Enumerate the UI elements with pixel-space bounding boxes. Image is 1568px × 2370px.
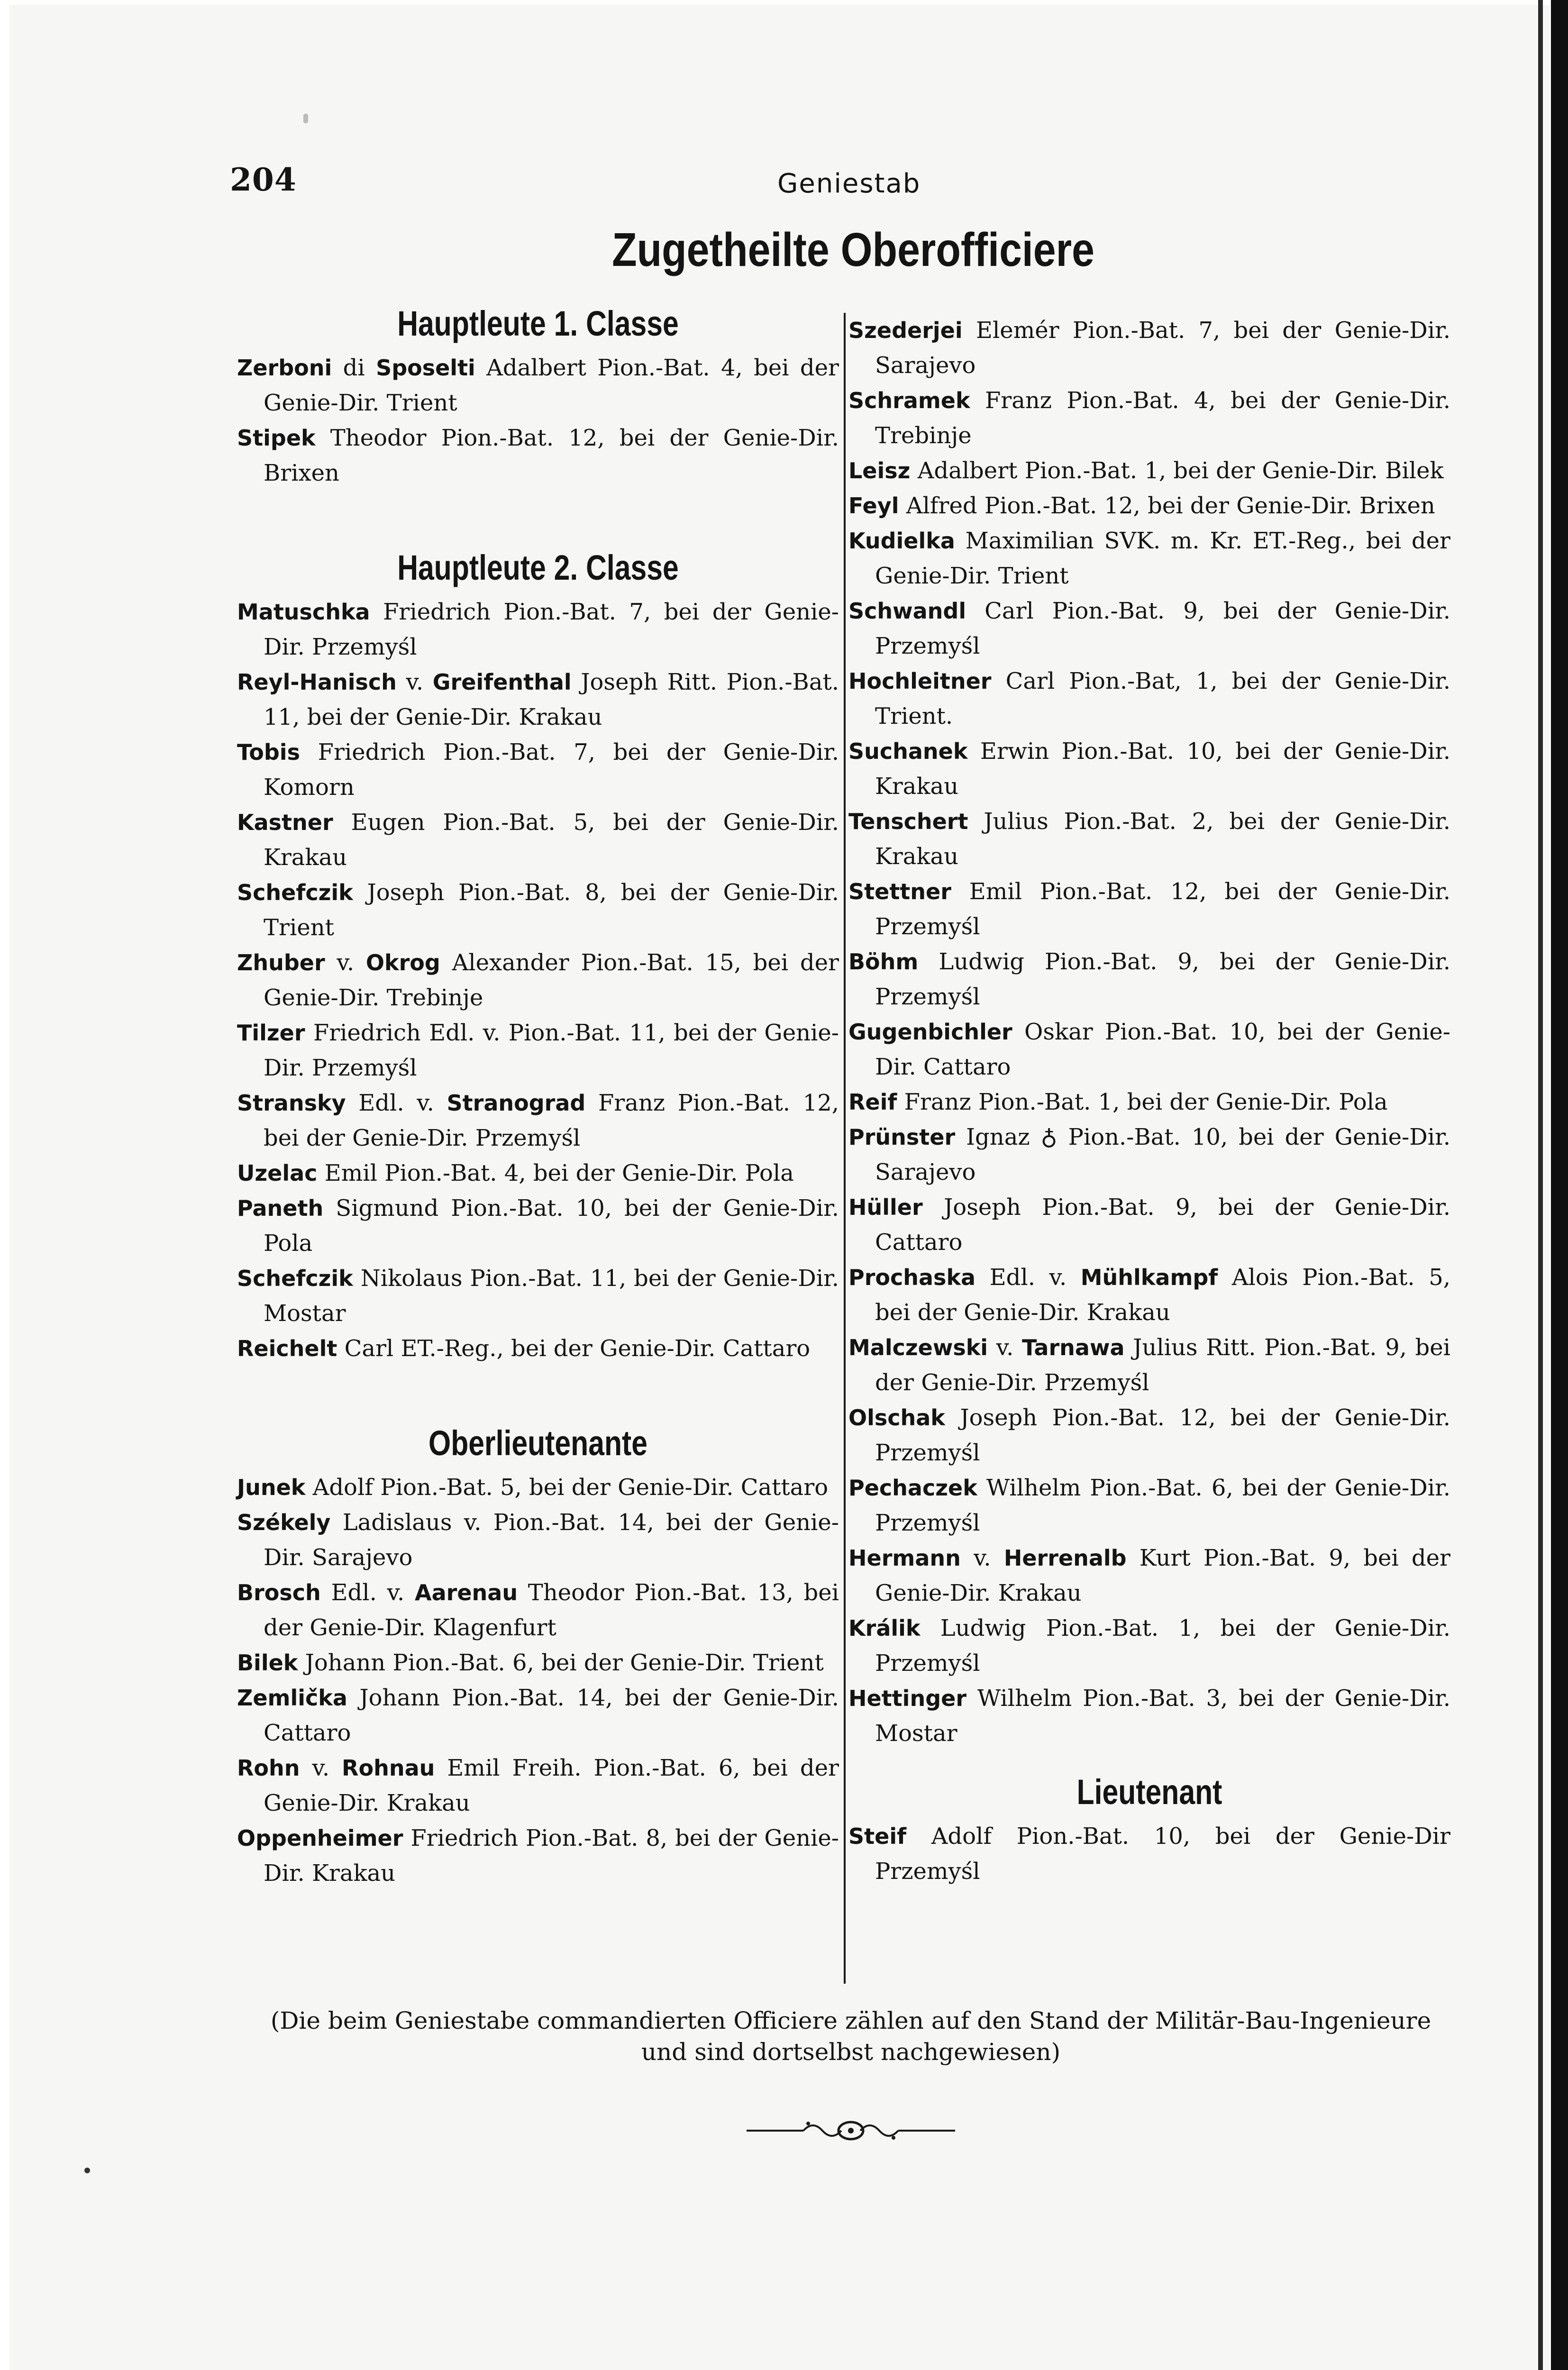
officer-surname: Szederjei <box>848 318 963 343</box>
entry-details: Adalbert Pion.-Bat. 4, bei der Genie-Dir. Trient <box>264 355 839 416</box>
entry-details: Wilhelm Pion.-Bat. 6, bei der Genie-Dir. Przemyśl <box>875 1475 1450 1536</box>
roster-entry <box>848 593 1450 664</box>
roster-entry <box>237 1015 839 1085</box>
officer-surname: Schefczik <box>237 1266 353 1291</box>
officer-surname: Leisz <box>848 458 911 483</box>
officer-surname: Reif <box>848 1089 897 1115</box>
roster-entry <box>848 1190 1450 1260</box>
officer-predicate: Tarnawa <box>1021 1335 1125 1360</box>
officer-surname: Hochleitner <box>848 668 992 694</box>
entry-list <box>848 1819 1450 1889</box>
officer-surname: Reichelt <box>237 1336 337 1361</box>
roster-entry <box>848 1540 1450 1611</box>
roster-entry <box>848 804 1450 874</box>
officer-surname: Tilzer <box>237 1020 305 1046</box>
officer-surname: Junek <box>237 1475 306 1500</box>
officer-surname: Suchanek <box>848 738 968 764</box>
roster-entry <box>848 383 1450 453</box>
entry-details: Theodor Pion.-Bat. 12, bei der Genie-Dir. Brixen <box>264 425 839 486</box>
entry-details: Elemér Pion.-Bat. 7, bei der Genie-Dir. Sarajevo <box>875 317 1450 379</box>
officer-surname: Oppenheimer <box>237 1825 403 1851</box>
page-number: 204 <box>230 161 297 198</box>
officer-surname: Hüller <box>848 1194 923 1220</box>
entry-details: Maximilian SVK. m. Kr. ET.-Reg., bei der Genie-Dir. Trient <box>875 528 1450 589</box>
roster-entry <box>848 1260 1450 1330</box>
officer-surname: Bilek <box>237 1650 298 1676</box>
entry-details: Wilhelm Pion.-Bat. 3, bei der Genie-Dir. Mostar <box>875 1685 1450 1747</box>
entry-details: Adolf Pion.-Bat. 10, bei der Genie-Dir Przemyśl <box>875 1823 1450 1885</box>
entry-details: Emil Freih. Pion.-Bat. 6, bei der Genie-Dir. Krakau <box>264 1755 839 1816</box>
officer-surname: Zhuber <box>237 950 325 975</box>
entry-details: Adalbert Pion.-Bat. 1, bei der Genie-Dir. Bilek <box>910 457 1444 484</box>
name-particle: Edl. v. <box>320 1579 415 1606</box>
roster-entry <box>237 420 839 491</box>
roster-entry <box>237 1645 839 1680</box>
name-particle: v. <box>300 1755 342 1781</box>
roster-entry <box>237 1085 839 1156</box>
roster-entry <box>848 874 1450 944</box>
officer-predicate: Stranograd <box>447 1090 586 1116</box>
entry-list <box>237 594 839 1366</box>
entry-details: Joseph Ritt. Pion.-Bat. 11, bei der Genie-Dir. Krakau <box>264 669 839 730</box>
roster-entry <box>237 665 839 735</box>
officer-surname: Schwandl <box>848 598 966 624</box>
officer-surname: Tobis <box>237 739 300 765</box>
entry-details: Franz Pion.-Bat. 4, bei der Genie-Dir. Trebinje <box>875 387 1450 449</box>
entry-details: Johann Pion.-Bat. 14, bei der Genie-Dir. Cattaro <box>264 1685 839 1746</box>
roster-entry <box>848 488 1450 523</box>
entry-details: Alois Pion.-Bat. 5, bei der Genie-Dir. Krakau <box>875 1264 1451 1326</box>
left-column <box>237 303 839 1891</box>
officer-surname: Rohn <box>237 1755 300 1781</box>
officer-surname: Böhm <box>848 949 919 975</box>
entry-details: Ludwig Pion.-Bat. 9, bei der Genie-Dir. Przemyśl <box>875 948 1450 1010</box>
entry-details: Erwin Pion.-Bat. 10, bei der Genie-Dir. Krakau <box>875 738 1450 800</box>
roster-entry <box>237 1505 839 1575</box>
roster-entry <box>848 1014 1450 1085</box>
officer-surname: Gugenbichler <box>848 1019 1012 1045</box>
officer-surname: Zerboni <box>237 355 332 381</box>
roster-entry <box>848 1819 1450 1889</box>
entry-details: Alfred Pion.-Bat. 12, bei der Genie-Dir. Brixen <box>899 492 1435 519</box>
roster-entry <box>848 1681 1450 1751</box>
entry-details: Adolf Pion.-Bat. 5, bei der Genie-Dir. Cattaro <box>305 1474 829 1501</box>
name-particle: v. <box>960 1545 1004 1571</box>
section-heading-lieutenant: Lieutenant <box>1076 1772 1222 1812</box>
section-heading-hauptleute-1: Hauptleute 1. Classe <box>397 304 679 343</box>
roster-entry <box>237 1331 839 1366</box>
footnote <box>237 2005 1465 2068</box>
page-title: Zugetheilte Oberofficiere <box>612 223 1094 276</box>
entry-details: Ludwig Pion.-Bat. 1, bei der Genie-Dir. Przemyśl <box>875 1615 1450 1677</box>
entry-list <box>848 313 1450 1751</box>
officer-surname: Székely <box>237 1510 331 1535</box>
entry-details: Emil Pion.-Bat. 4, bei der Genie-Dir. Pola <box>317 1160 794 1186</box>
entry-details: Carl Pion.-Bat. 9, bei der Genie-Dir. Przemyśl <box>875 598 1450 659</box>
roster-entry <box>848 1470 1450 1540</box>
roster-entry <box>848 734 1450 804</box>
entry-details: Carl ET.-Reg., bei der Genie-Dir. Cattaro <box>337 1335 811 1362</box>
name-particle: v. <box>325 949 366 976</box>
name-particle: Edl. v. <box>346 1090 447 1116</box>
entry-details: Eugen Pion.-Bat. 5, bei der Genie-Dir. Krakau <box>264 809 839 871</box>
officer-surname: Reyl-Hanisch <box>237 669 397 695</box>
officer-surname: Hermann <box>848 1545 961 1571</box>
roster-entry <box>237 1680 839 1750</box>
officer-surname: Brosch <box>237 1580 321 1605</box>
entry-details: Friedrich Edl. v. Pion.-Bat. 11, bei der Genie-Dir. Przemyśl <box>264 1020 839 1081</box>
roster-entry <box>237 1261 839 1331</box>
officer-surname: Paneth <box>237 1195 324 1221</box>
section-heading-oberlieutenante: Oberlieutenante <box>428 1423 647 1463</box>
roster-entry <box>848 1120 1450 1190</box>
officer-predicate: Okrog <box>365 950 440 975</box>
officer-surname: Feyl <box>848 493 899 519</box>
entry-details: Emil Pion.-Bat. 12, bei der Genie-Dir. Przemyśl <box>875 878 1450 940</box>
officer-surname: Schramek <box>848 388 970 413</box>
entry-details: Oskar Pion.-Bat. 10, bei der Genie-Dir. Cattaro <box>875 1019 1450 1080</box>
roster-entry <box>237 1750 839 1821</box>
running-title: Geniestab <box>777 168 921 199</box>
name-particle: v. <box>988 1334 1022 1361</box>
officer-predicate: Greifenthal <box>432 669 572 695</box>
officer-surname: Uzelac <box>237 1160 318 1186</box>
entry-details: Alexander Pion.-Bat. 15, bei der Genie-Dir. Trebinje <box>264 949 839 1011</box>
roster-entry <box>237 1470 839 1505</box>
officer-surname: Kudielka <box>848 528 955 554</box>
officer-predicate: Herrenalb <box>1003 1545 1127 1571</box>
roster-entry <box>848 944 1450 1014</box>
roster-entry <box>848 1330 1450 1400</box>
entry-details: Ladislaus v. Pion.-Bat. 14, bei der Genie-Dir. Sarajevo <box>264 1509 839 1571</box>
scan-speck <box>84 2168 90 2173</box>
officer-surname: Stettner <box>848 879 951 904</box>
scan-edge <box>1551 0 1568 2370</box>
officer-predicate: Rohnau <box>342 1755 435 1781</box>
officer-surname: Matuschka <box>237 599 370 625</box>
roster-entry <box>848 523 1450 593</box>
name-particle: di <box>332 355 376 381</box>
roster-entry <box>237 805 839 875</box>
name-particle: v. <box>396 669 433 695</box>
entry-details: Kurt Pion.-Bat. 9, bei der Genie-Dir. Krakau <box>875 1545 1450 1606</box>
officer-surname: Prochaska <box>848 1265 976 1290</box>
officer-predicate: Sposelti <box>376 355 475 381</box>
roster-entry <box>237 594 839 665</box>
scan-speck <box>303 114 308 123</box>
roster-entry <box>848 453 1450 488</box>
officer-surname: Zemlička <box>237 1685 347 1711</box>
scan-edge-shadow <box>1538 0 1543 2370</box>
entry-details: Julius Pion.-Bat. 2, bei der Genie-Dir. Krakau <box>875 808 1450 870</box>
entry-details: Franz Pion.-Bat. 1, bei der Genie-Dir. Pola <box>897 1089 1388 1115</box>
officer-surname: Schefczik <box>237 880 353 905</box>
entry-details: Sigmund Pion.-Bat. 10, bei der Genie-Dir. Pola <box>264 1195 839 1257</box>
officer-surname: Pechaczek <box>848 1475 977 1501</box>
right-column <box>848 303 1450 1889</box>
officer-surname: Králik <box>848 1615 921 1641</box>
officer-surname: Olschak <box>848 1405 945 1431</box>
officer-surname: Steif <box>848 1823 907 1849</box>
decorative-ornament <box>747 2114 955 2147</box>
roster-entry <box>237 1821 839 1891</box>
entry-details: Joseph Pion.-Bat. 12, bei der Genie-Dir. Przemyśl <box>875 1404 1450 1466</box>
entry-details: Julius Ritt. Pion.-Bat. 9, bei der Genie-Dir. Przemyśl <box>875 1334 1450 1396</box>
roster-entry <box>237 1156 839 1191</box>
entry-details: Franz Pion.-Bat. 12, bei der Genie-Dir. Przemyśl <box>264 1090 839 1151</box>
officer-predicate: Mühlkampf <box>1080 1265 1218 1290</box>
officer-surname: Kastner <box>237 810 333 835</box>
entry-details: Theodor Pion.-Bat. 13, bei der Genie-Dir. Klagenfurt <box>264 1579 839 1641</box>
entry-details: Johann Pion.-Bat. 6, bei der Genie-Dir. Trient <box>298 1650 824 1676</box>
roster-entry <box>848 1611 1450 1681</box>
roster-entry <box>237 1191 839 1261</box>
roster-entry <box>237 735 839 805</box>
roster-entry <box>848 664 1450 734</box>
roster-entry <box>237 350 839 420</box>
entry-details: Joseph Pion.-Bat. 8, bei der Genie-Dir. Trient <box>264 879 839 941</box>
officer-surname: Stipek <box>237 425 316 451</box>
footnote-line: und sind dortselbst nachgewiesen) <box>641 2038 1061 2066</box>
name-particle: Edl. v. <box>975 1264 1081 1291</box>
roster-entry <box>848 1085 1450 1120</box>
roster-entry <box>848 1400 1450 1470</box>
roster-entry <box>237 875 839 945</box>
officer-surname: Malczewski <box>848 1335 988 1360</box>
roster-entry <box>237 1575 839 1645</box>
section-heading-hauptleute-2: Hauptleute 2. Classe <box>397 548 679 587</box>
column-divider <box>844 313 846 1984</box>
entry-list <box>237 1470 839 1891</box>
roster-entry <box>237 945 839 1015</box>
officer-predicate: Aarenau <box>415 1580 518 1605</box>
officer-surname: Hettinger <box>848 1686 967 1711</box>
officer-surname: Prünster <box>848 1124 956 1150</box>
entry-details: Joseph Pion.-Bat. 9, bei der Genie-Dir. Cattaro <box>875 1194 1450 1256</box>
entry-details: Friedrich Pion.-Bat. 7, bei der Genie-Dir. Przemyśl <box>264 599 839 660</box>
entry-list <box>237 350 839 491</box>
officer-surname: Stransky <box>237 1090 346 1116</box>
officer-surname: Tenschert <box>848 809 968 834</box>
footnote-line: (Die beim Geniestabe commandierten Officiere zählen auf den Stand der Militär-Bau-Ingenieure <box>270 2007 1431 2034</box>
entry-details: Friedrich Pion.-Bat. 7, bei der Genie-Dir. Komorn <box>264 739 839 801</box>
entry-details: Friedrich Pion.-Bat. 8, bei der Genie-Dir. Krakau <box>264 1825 839 1887</box>
entry-details: Carl Pion.-Bat, 1, bei der Genie-Dir. Trient. <box>875 668 1450 729</box>
entry-details: Nikolaus Pion.-Bat. 11, bei der Genie-Dir. Mostar <box>264 1265 839 1327</box>
roster-entry <box>848 313 1450 383</box>
entry-details: Ignaz ♁ Pion.-Bat. 10, bei der Genie-Dir. Sarajevo <box>875 1124 1450 1185</box>
